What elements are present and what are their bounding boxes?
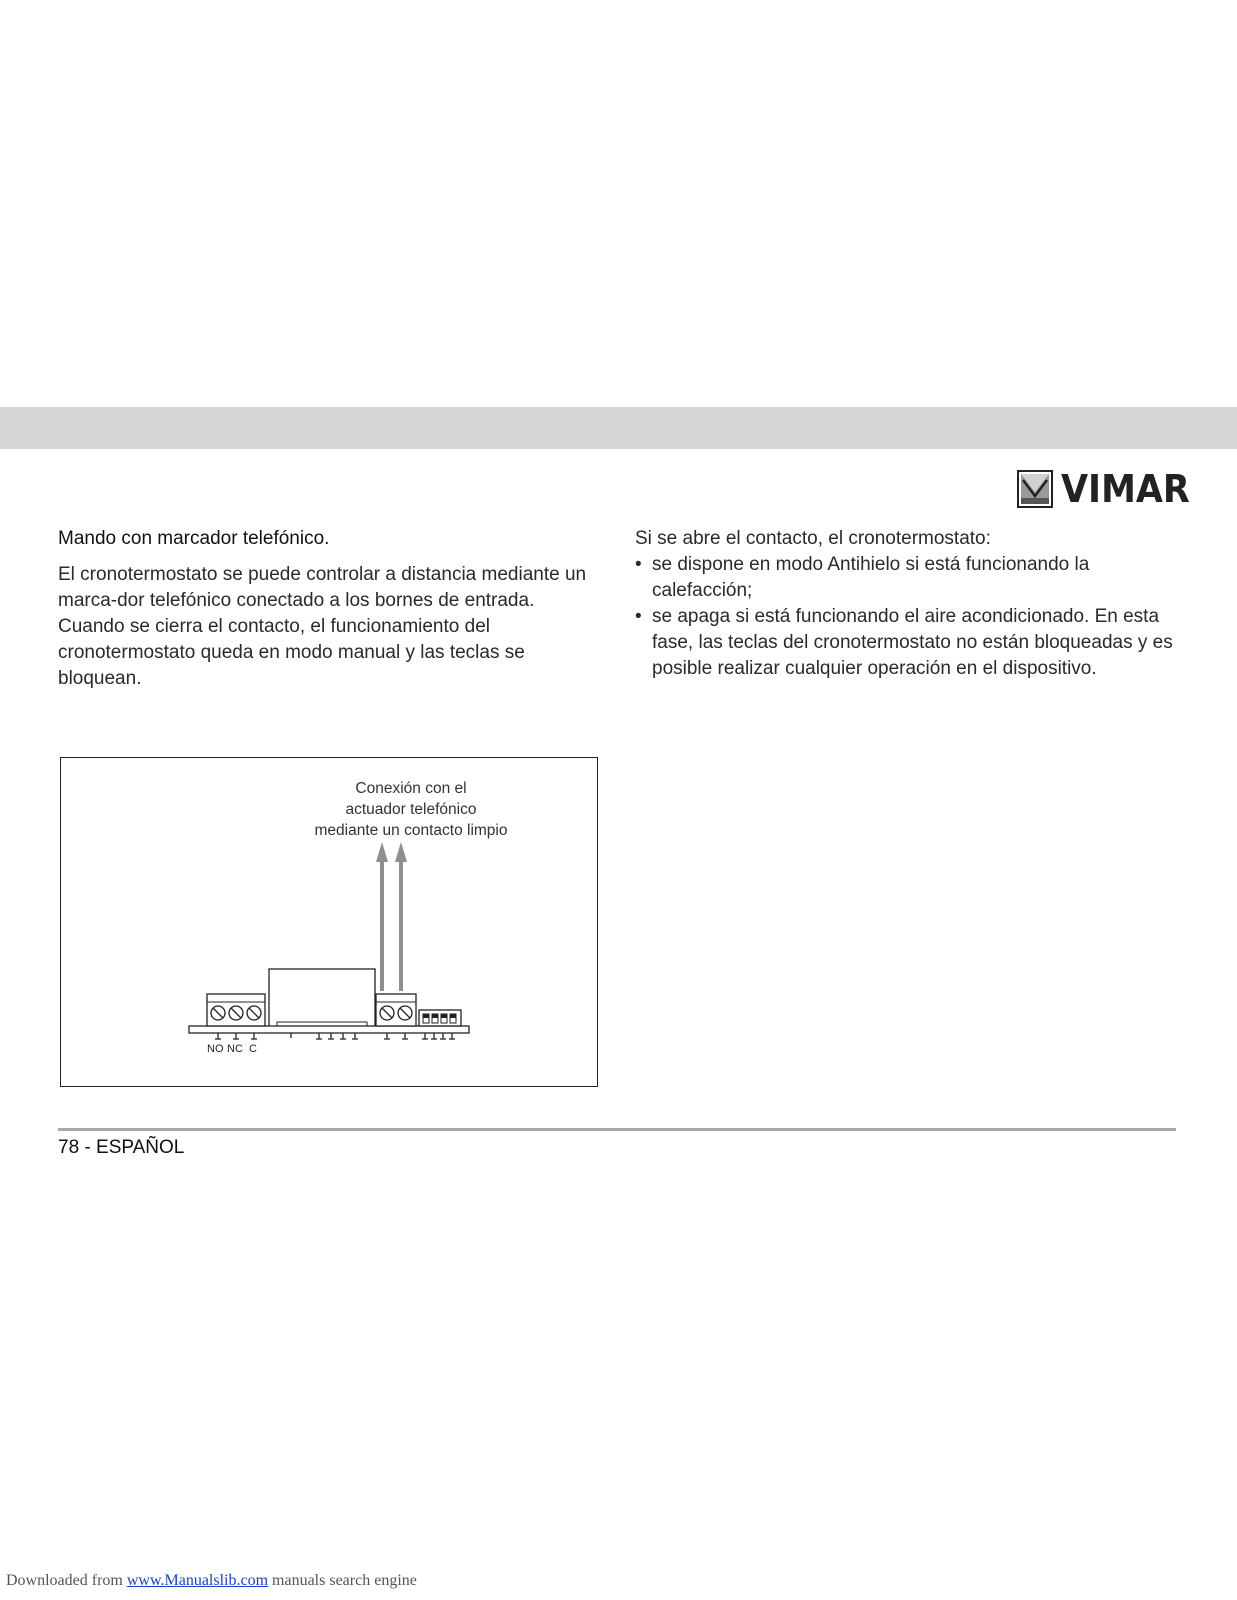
footer-rule: [58, 1128, 1176, 1131]
connection-arrows: [376, 842, 407, 991]
paragraph-remote-control: El cronotermostato se puede controlar a distancia mediante un marca-dor telefónico conectado a los bornes de entrada.: [58, 564, 587, 611]
circuit-board-diagram: [61, 758, 599, 1088]
bullet-list: [635, 552, 1183, 682]
dip-switch: [419, 1010, 461, 1026]
vimar-logo-icon: [1017, 470, 1053, 508]
figure-caption: Conexión con el actuador telefónico mediante un contacto limpio: [314, 780, 508, 839]
wiring-figure: [60, 757, 598, 1087]
header-band: [0, 407, 1237, 449]
left-column: [58, 526, 604, 692]
terminal-label-no: NO: [207, 1043, 224, 1055]
terminal-block-right: [376, 994, 416, 1026]
right-column: [635, 526, 1183, 682]
brand-name: VIMAR: [1061, 467, 1190, 511]
terminal-label-c: C: [249, 1043, 257, 1055]
manualslib-link[interactable]: www.Manualslib.com: [126, 1572, 269, 1589]
vimar-logo: [1017, 468, 1201, 510]
section-heading: Mando con marcador telefónico.: [58, 528, 330, 549]
download-suffix: manuals search engine: [268, 1572, 417, 1589]
bullet-icon: •: [635, 554, 642, 575]
bullet-icon: •: [635, 606, 642, 627]
paragraph-contact-open: Si se abre el contacto, el cronotermostato:: [635, 528, 991, 549]
list-item: • se dispone en modo Antihielo si está funcionando la calefacción;: [635, 554, 1090, 601]
terminal-label-nc: NC: [227, 1043, 243, 1055]
list-item: • se apaga si está funcionando el aire acondicionado. En esta fase, las teclas del cronotermostato no están bloqueadas y es posible realizar cualquier operación en el dispositivo.: [635, 606, 1173, 679]
download-footer: [6, 1572, 417, 1590]
download-prefix: Downloaded from: [6, 1572, 127, 1589]
terminal-block-left: [207, 994, 265, 1026]
paragraph-contact-closed: Cuando se cierra el contacto, el funcionamiento del cronotermostato queda en modo manual y las teclas se bloquean.: [58, 616, 525, 689]
page-number: 78 - ESPAÑOL: [58, 1137, 185, 1158]
